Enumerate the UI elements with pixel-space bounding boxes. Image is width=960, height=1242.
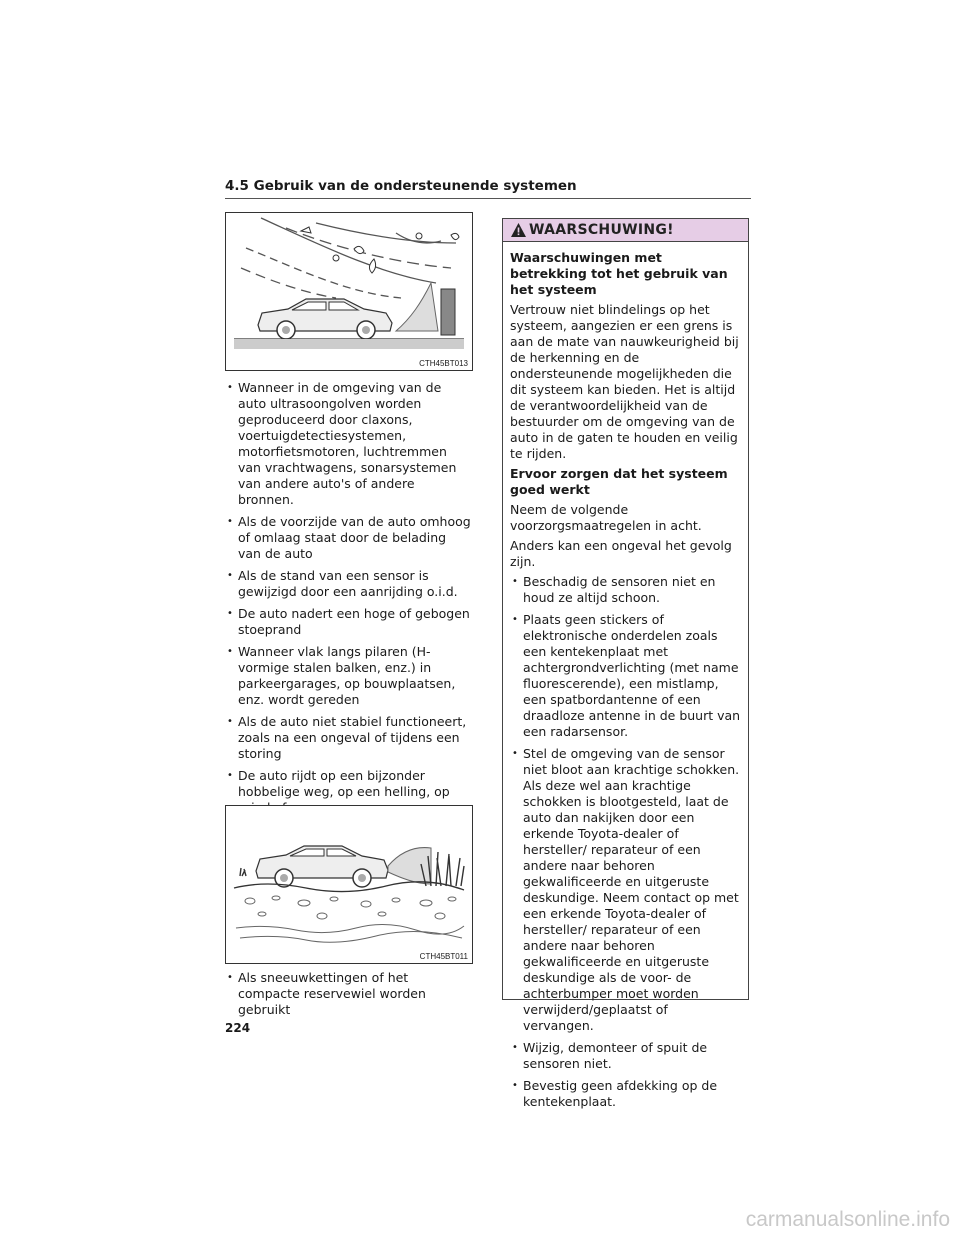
list-item: • Wanneer vlak langs pilaren (H-vormige stalen balken, enz.) in parkeergarages, op bouwplaatsen, enz. wordt gereden xyxy=(225,644,471,708)
warning-header xyxy=(503,219,748,242)
list-item: • Als sneeuwkettingen of het compacte reservewiel worden gebruikt xyxy=(225,970,471,1018)
list-item: • Als de stand van een sensor is gewijzigd door een aanrijding o.i.d. xyxy=(225,568,471,600)
section-header: 4.5 Gebruik van de ondersteunende systemen xyxy=(225,178,751,199)
warning-box xyxy=(502,218,749,1109)
list-item: • De auto nadert een hoge of gebogen stoeprand xyxy=(225,606,471,638)
car-icon xyxy=(258,299,392,339)
figure-code: CTH45BT011 xyxy=(419,952,468,961)
figure-ultrasound-illustration xyxy=(225,212,473,371)
conditions-list xyxy=(225,380,471,822)
warning-paragraph: Anders kan een ongeval het gevolg zijn. xyxy=(510,538,732,569)
page-number: 224 xyxy=(225,1021,251,1035)
ultrasound-car-drawing xyxy=(226,213,472,370)
list-item: • Beschadig de sensoren niet en houd ze altijd schoon. xyxy=(510,574,742,606)
list-item: • Als de auto niet stabiel functioneert, zoals na een ongeval of tijdens een storing xyxy=(225,714,471,762)
list-item: • Als de voorzijde van de auto omhoog of omlaag staat door de belading van de auto xyxy=(225,514,471,562)
conditions-list-continued xyxy=(225,970,471,1024)
list-item: • Plaats geen stickers of elektronische onderdelen zoals een kentekenplaat met achtergrondverlichting (met name fluorescerende), een mistlamp, een spatbordantenne of een draadloze antenne in de buurt van een radarsensor. xyxy=(510,612,742,740)
list-item: • Wijzig, demonteer of spuit de sensoren niet. xyxy=(510,1040,742,1072)
warning-paragraph: Vertrouw niet blindelings op het systeem, aangezien er een grens is aan de mate van nauwkeurigheid bij de herkenning en de ondersteunende mogelijkheden die dit systeem kan bieden. Het is altijd de verantwoordelijkheid van de bestuurder om de omgeving van de auto in de gaten te houden en veilig te rijden. xyxy=(510,302,739,461)
rough-road-car-drawing xyxy=(226,806,472,963)
warning-subheading: Waarschuwingen met betrekking tot het gebruik van het systeem xyxy=(510,250,728,297)
list-item: • Stel de omgeving van de sensor niet bloot aan krachtige schokken. Als deze wel aan krachtige schokken is blootgesteld, laat de auto dan nakijken door een erkende Toyota-dealer of hersteller/ reparateur of een andere naar behoren gekwalificeerde en uitgeruste deskundige. Neem contact op met een erkende Toyota-dealer of hersteller/ reparateur of een andere naar behoren gekwalificeerde en uitgeruste deskundige als de voor- de achterbumper moet worden verwijderd/geplaatst of vervangen. xyxy=(510,746,742,1034)
list-item: • Bevestig geen afdekking op de kentekenplaat. xyxy=(510,1078,742,1110)
figure-rough-road-illustration xyxy=(225,805,473,964)
warning-list xyxy=(510,574,742,1110)
watermark: carmanualsonline.info xyxy=(745,1208,950,1231)
list-item: • De auto rijdt op een bijzonder hobbelige weg, op een helling, op xyxy=(225,768,471,816)
figure-code: CTH45BT013 xyxy=(419,359,468,368)
warning-body xyxy=(503,242,748,1110)
warning-subheading: Ervoor zorgen dat het systeem goed werkt xyxy=(510,466,728,497)
list-item: • Wanneer in de omgeving van de auto ultrasoongolven worden geproduceerd door claxons, voertuigdetectiesystemen, motorfietsmotoren, luchtremmen van vrachtwagens, sonarsystemen van andere auto's of andere bronnen. xyxy=(225,380,471,508)
warning-title: WAARSCHUWING! xyxy=(529,222,674,238)
warning-triangle-icon xyxy=(510,222,527,238)
warning-paragraph: Neem de volgende voorzorgsmaatregelen in acht. xyxy=(510,502,702,533)
car-icon xyxy=(256,846,388,887)
